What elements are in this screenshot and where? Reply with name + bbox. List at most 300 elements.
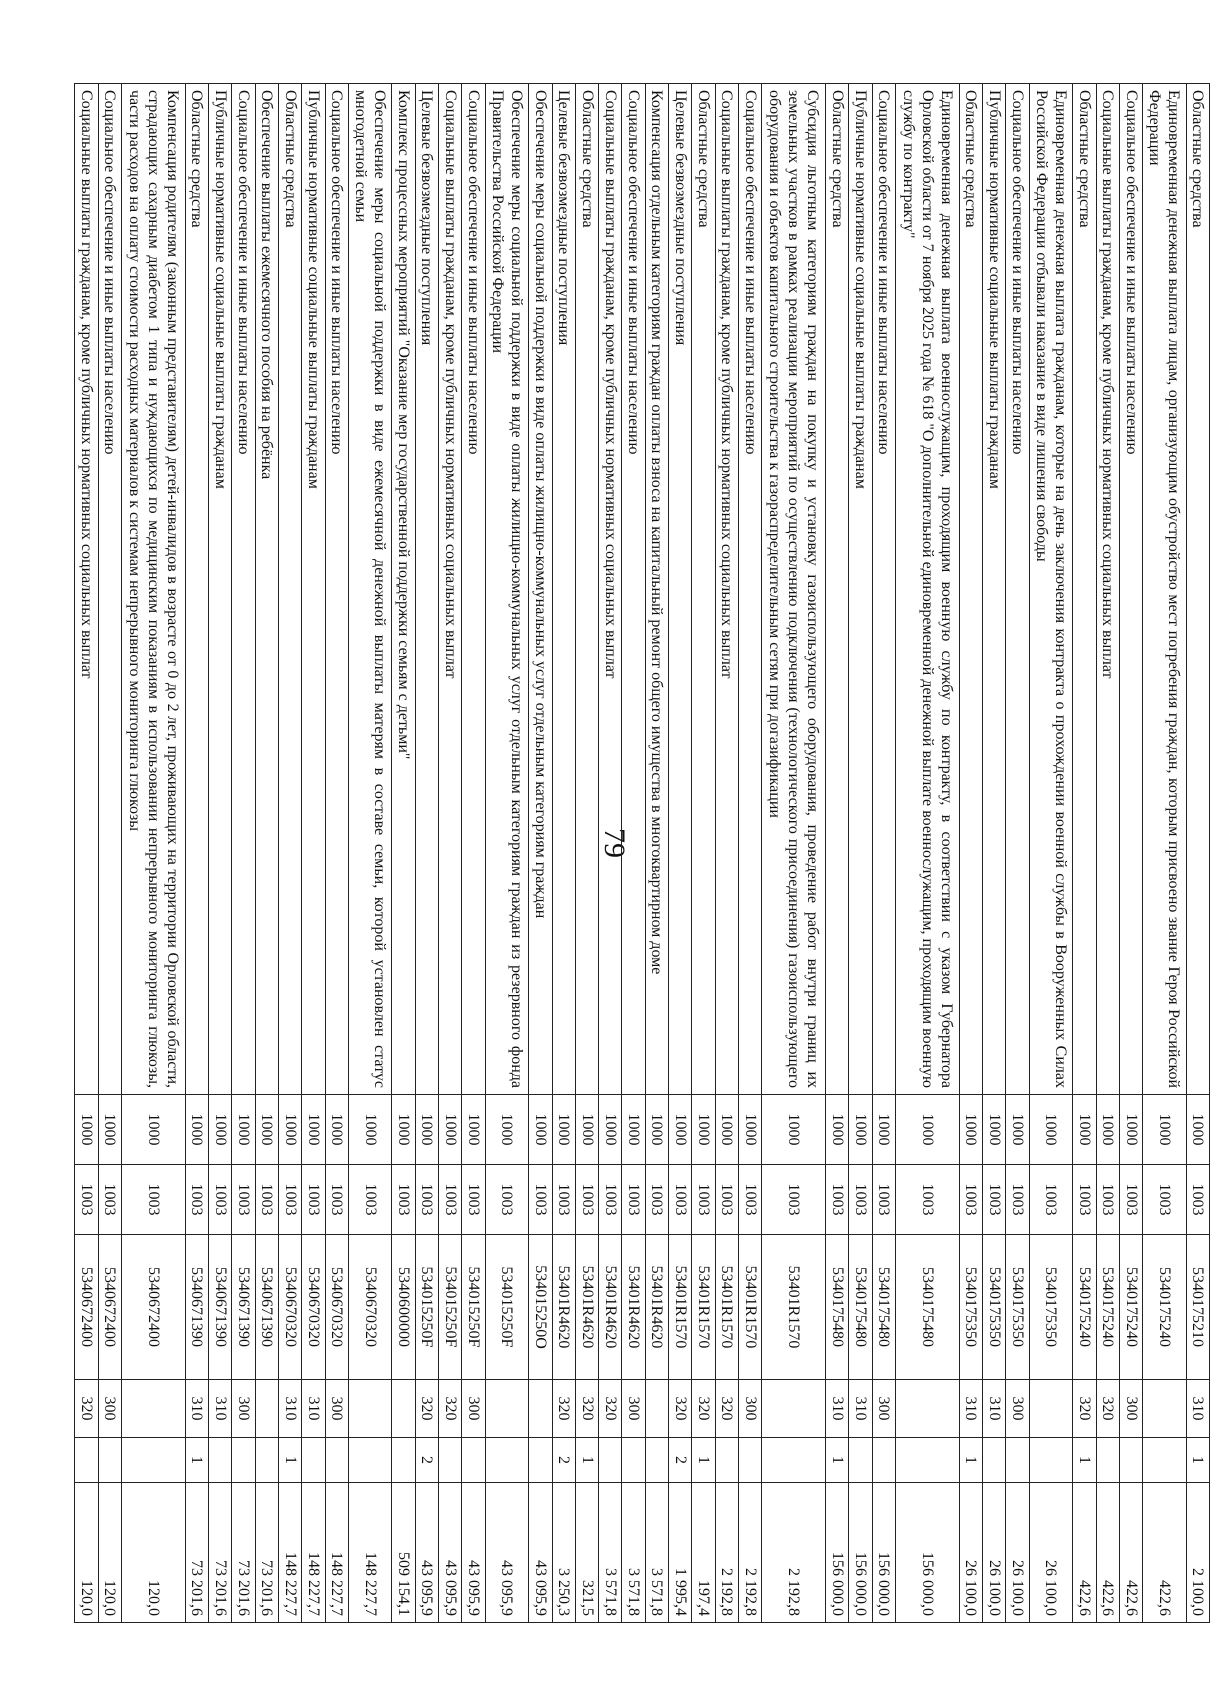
row-name-cell: Областные средства — [1186, 84, 1209, 1095]
budget-table — [74, 83, 1210, 1623]
table-row — [185, 84, 208, 1623]
section-code-cell: 1000 — [415, 1095, 438, 1165]
subsection-code-cell: 1003 — [302, 1165, 325, 1235]
row-name-cell: Единовременная денежная выплата гражданам, которые на день заключения контракта о прохождении военной службы в Вооруженных Силах Российской Федерации отбывали наказание в виде лишения свободы — [1029, 84, 1072, 1095]
row-name-cell: Комплекс процессных мероприятий "Оказание мер государственной поддержки семьям с детьми" — [392, 84, 415, 1095]
table-row — [826, 84, 849, 1623]
source-code-cell — [849, 1438, 872, 1483]
amount-cell: 26 100,0 — [1029, 1483, 1072, 1623]
expense-type-cell — [645, 1380, 668, 1438]
table-row — [232, 84, 255, 1623]
source-code-cell — [255, 1438, 278, 1483]
target-article-cell: 53401R1570 — [669, 1235, 692, 1380]
expense-type-cell: 310 — [208, 1380, 231, 1438]
amount-cell: 156 000,0 — [896, 1483, 960, 1623]
row-name-cell: Социальные выплаты гражданам, кроме публичных нормативных социальных выплат — [599, 84, 622, 1095]
subsection-code-cell: 1003 — [278, 1165, 301, 1235]
source-code-cell — [121, 1438, 185, 1483]
target-article-cell: 5340175350 — [1029, 1235, 1072, 1380]
expense-type-cell: 310 — [959, 1380, 982, 1438]
target-article-cell: 5340600000 — [392, 1235, 415, 1380]
section-code-cell: 1000 — [1186, 1095, 1209, 1165]
subsection-code-cell: 1003 — [208, 1165, 231, 1235]
table-body — [75, 84, 1210, 1623]
target-article-cell: 534015250F — [462, 1235, 485, 1380]
row-name-cell: Социальное обеспечение и иные выплаты населению — [1006, 84, 1029, 1095]
table-row — [325, 84, 348, 1623]
section-code-cell: 1000 — [325, 1095, 348, 1165]
subsection-code-cell: 1003 — [255, 1165, 278, 1235]
expense-type-cell: 300 — [462, 1380, 485, 1438]
target-article-cell: 53401R1570 — [692, 1235, 715, 1380]
row-name-cell: Социальное обеспечение и иные выплаты населению — [739, 84, 762, 1095]
section-code-cell: 1000 — [896, 1095, 960, 1165]
source-code-cell — [1029, 1438, 1072, 1483]
section-code-cell: 1000 — [1143, 1095, 1186, 1165]
page-number: 79 — [598, 828, 631, 858]
expense-type-cell: 300 — [739, 1380, 762, 1438]
section-code-cell: 1000 — [575, 1095, 598, 1165]
row-name-cell: Социальные выплаты гражданам, кроме публичных нормативных социальных выплат — [75, 84, 99, 1095]
target-article-cell: 5340671390 — [185, 1235, 208, 1380]
subsection-code-cell: 1003 — [669, 1165, 692, 1235]
target-article-cell: 5340175350 — [1006, 1235, 1029, 1380]
target-article-cell: 5340175350 — [983, 1235, 1006, 1380]
source-code-cell — [762, 1438, 826, 1483]
source-code-cell: 2 — [669, 1438, 692, 1483]
amount-cell: 43 095,9 — [439, 1483, 462, 1623]
amount-cell: 120,0 — [75, 1483, 99, 1623]
expense-type-cell — [121, 1380, 185, 1438]
source-code-cell — [1096, 1438, 1119, 1483]
section-code-cell: 1000 — [121, 1095, 185, 1165]
source-code-cell — [348, 1438, 391, 1483]
table-row — [1186, 84, 1209, 1623]
source-code-cell — [98, 1438, 121, 1483]
source-code-cell — [75, 1438, 99, 1483]
target-article-cell: 5340670320 — [348, 1235, 391, 1380]
target-article-cell: 5340672400 — [98, 1235, 121, 1380]
source-code-cell — [232, 1438, 255, 1483]
section-code-cell: 1000 — [392, 1095, 415, 1165]
row-name-cell: Социальное обеспечение и иные выплаты населению — [1119, 84, 1142, 1095]
target-article-cell: 53401R4620 — [645, 1235, 668, 1380]
section-code-cell: 1000 — [302, 1095, 325, 1165]
table-row — [1119, 84, 1142, 1623]
source-code-cell: 2 — [552, 1438, 575, 1483]
section-code-cell: 1000 — [278, 1095, 301, 1165]
target-article-cell: 5340175240 — [1143, 1235, 1186, 1380]
section-code-cell: 1000 — [645, 1095, 668, 1165]
subsection-code-cell: 1003 — [552, 1165, 575, 1235]
amount-cell: 148 227,7 — [278, 1483, 301, 1623]
amount-cell: 2 100,0 — [1186, 1483, 1209, 1623]
section-code-cell: 1000 — [552, 1095, 575, 1165]
amount-cell: 26 100,0 — [1006, 1483, 1029, 1623]
target-article-cell: 53401R4620 — [599, 1235, 622, 1380]
table-row — [98, 84, 121, 1623]
row-name-cell: Публичные нормативные социальные выплаты гражданам — [983, 84, 1006, 1095]
row-name-cell: Компенсация родителям (законным представителям) детей-инвалидов в возрасте от 0 до 2 лет, проживающих на территории Орловской области, страдающих сахарным диабетом 1 типа и нуждающихся по медицинским показаниям в использовании непрерывного мониторинга глюкозы, части расходов на оплату стоимости расходных материалов к системам непрерывного мониторинга глюкозы — [121, 84, 185, 1095]
table-row — [1006, 84, 1029, 1623]
section-code-cell: 1000 — [98, 1095, 121, 1165]
target-article-cell: 5340670320 — [278, 1235, 301, 1380]
source-code-cell — [392, 1438, 415, 1483]
section-code-cell: 1000 — [1029, 1095, 1072, 1165]
subsection-code-cell: 1003 — [896, 1165, 960, 1235]
source-code-cell — [1143, 1438, 1186, 1483]
row-name-cell: Социальные выплаты гражданам, кроме публичных нормативных социальных выплат — [1096, 84, 1119, 1095]
section-code-cell: 1000 — [462, 1095, 485, 1165]
subsection-code-cell: 1003 — [599, 1165, 622, 1235]
expense-type-cell — [255, 1380, 278, 1438]
subsection-code-cell: 1003 — [983, 1165, 1006, 1235]
table-row — [302, 84, 325, 1623]
row-name-cell: Публичные нормативные социальные выплаты гражданам — [208, 84, 231, 1095]
source-code-cell: 1 — [575, 1438, 598, 1483]
target-article-cell: 53401R1570 — [762, 1235, 826, 1380]
target-article-cell: 5340175350 — [959, 1235, 982, 1380]
table-row — [529, 84, 552, 1623]
subsection-code-cell: 1003 — [462, 1165, 485, 1235]
expense-type-cell: 320 — [415, 1380, 438, 1438]
row-name-cell: Целевые безвозмездные поступления — [669, 84, 692, 1095]
subsection-code-cell: 1003 — [1006, 1165, 1029, 1235]
source-code-cell — [439, 1438, 462, 1483]
row-name-cell: Субсидия льготным категориям граждан на покупку и установку газоиспользующего оборудования, проведение работ внутри границ их земельных участков в рамках реализации мероприятий по осуществлению подключения (технологического присоединения) газоиспользующего оборудования и объектов капитального строительства к газораспределительным сетям при догазификации — [762, 84, 826, 1095]
section-code-cell: 1000 — [669, 1095, 692, 1165]
expense-type-cell: 320 — [692, 1380, 715, 1438]
table-row — [622, 84, 645, 1623]
table-row — [1143, 84, 1186, 1623]
row-name-cell: Социальные выплаты гражданам, кроме публичных нормативных социальных выплат — [715, 84, 738, 1095]
expense-type-cell: 310 — [302, 1380, 325, 1438]
table-row — [552, 84, 575, 1623]
amount-cell: 156 000,0 — [849, 1483, 872, 1623]
subsection-code-cell: 1003 — [1143, 1165, 1186, 1235]
subsection-code-cell: 1003 — [959, 1165, 982, 1235]
amount-cell: 26 100,0 — [959, 1483, 982, 1623]
target-article-cell: 5340175480 — [826, 1235, 849, 1380]
expense-type-cell — [896, 1380, 960, 1438]
amount-cell: 197,4 — [692, 1483, 715, 1623]
section-code-cell: 1000 — [1119, 1095, 1142, 1165]
section-code-cell: 1000 — [185, 1095, 208, 1165]
source-code-cell — [872, 1438, 895, 1483]
target-article-cell: 5340671390 — [232, 1235, 255, 1380]
source-code-cell — [983, 1438, 1006, 1483]
expense-type-cell: 320 — [599, 1380, 622, 1438]
subsection-code-cell: 1003 — [692, 1165, 715, 1235]
row-name-cell: Компенсация отдельным категориям граждан оплаты взноса на капитальный ремонт общего имущества в многоквартирном доме — [645, 84, 668, 1095]
section-code-cell: 1000 — [872, 1095, 895, 1165]
source-code-cell — [1119, 1438, 1142, 1483]
expense-type-cell: 320 — [1073, 1380, 1096, 1438]
table-row — [739, 84, 762, 1623]
expense-type-cell — [529, 1380, 552, 1438]
table-row — [439, 84, 462, 1623]
subsection-code-cell: 1003 — [739, 1165, 762, 1235]
amount-cell: 1 995,4 — [669, 1483, 692, 1623]
source-code-cell — [529, 1438, 552, 1483]
expense-type-cell: 310 — [278, 1380, 301, 1438]
amount-cell: 43 095,9 — [485, 1483, 528, 1623]
amount-cell: 73 201,6 — [255, 1483, 278, 1623]
source-code-cell — [208, 1438, 231, 1483]
target-article-cell: 53401R1570 — [715, 1235, 738, 1380]
section-code-cell: 1000 — [1006, 1095, 1029, 1165]
table-row — [278, 84, 301, 1623]
subsection-code-cell: 1003 — [1186, 1165, 1209, 1235]
table-row — [392, 84, 415, 1623]
table-row — [599, 84, 622, 1623]
source-code-cell: 1 — [692, 1438, 715, 1483]
expense-type-cell: 310 — [185, 1380, 208, 1438]
amount-cell: 43 095,9 — [462, 1483, 485, 1623]
row-name-cell: Социальное обеспечение и иные выплаты населению — [872, 84, 895, 1095]
expense-type-cell: 300 — [325, 1380, 348, 1438]
table-row — [1029, 84, 1072, 1623]
row-name-cell: Социальное обеспечение и иные выплаты населению — [462, 84, 485, 1095]
subsection-code-cell: 1003 — [762, 1165, 826, 1235]
subsection-code-cell: 1003 — [121, 1165, 185, 1235]
row-name-cell: Областные средства — [575, 84, 598, 1095]
subsection-code-cell: 1003 — [715, 1165, 738, 1235]
table-row — [872, 84, 895, 1623]
table-row — [255, 84, 278, 1623]
source-code-cell — [1006, 1438, 1029, 1483]
expense-type-cell: 300 — [872, 1380, 895, 1438]
row-name-cell: Областные средства — [692, 84, 715, 1095]
row-name-cell: Обеспечение меры социальной поддержки в виде ежемесячной денежной выплаты матерям в составе семьи, которой установлен статус многодетной семьи — [348, 84, 391, 1095]
subsection-code-cell: 1003 — [575, 1165, 598, 1235]
subsection-code-cell: 1003 — [849, 1165, 872, 1235]
expense-type-cell — [1029, 1380, 1072, 1438]
target-article-cell: 5340175240 — [1096, 1235, 1119, 1380]
source-code-cell: 1 — [826, 1438, 849, 1483]
subsection-code-cell: 1003 — [98, 1165, 121, 1235]
table-row — [415, 84, 438, 1623]
subsection-code-cell: 1003 — [232, 1165, 255, 1235]
section-code-cell: 1000 — [439, 1095, 462, 1165]
subsection-code-cell: 1003 — [872, 1165, 895, 1235]
subsection-code-cell: 1003 — [392, 1165, 415, 1235]
expense-type-cell: 320 — [1096, 1380, 1119, 1438]
source-code-cell — [599, 1438, 622, 1483]
subsection-code-cell: 1003 — [622, 1165, 645, 1235]
source-code-cell: 1 — [959, 1438, 982, 1483]
subsection-code-cell: 1003 — [185, 1165, 208, 1235]
amount-cell: 156 000,0 — [826, 1483, 849, 1623]
row-name-cell: Публичные нормативные социальные выплаты гражданам — [849, 84, 872, 1095]
section-code-cell: 1000 — [739, 1095, 762, 1165]
expense-type-cell: 300 — [622, 1380, 645, 1438]
target-article-cell: 5340175210 — [1186, 1235, 1209, 1380]
expense-type-cell: 300 — [1006, 1380, 1029, 1438]
section-code-cell: 1000 — [208, 1095, 231, 1165]
row-name-cell: Областные средства — [1073, 84, 1096, 1095]
row-name-cell: Социальное обеспечение и иные выплаты населению — [325, 84, 348, 1095]
target-article-cell: 5340175240 — [1073, 1235, 1096, 1380]
row-name-cell: Областные средства — [278, 84, 301, 1095]
amount-cell: 2 192,8 — [762, 1483, 826, 1623]
amount-cell: 43 095,9 — [529, 1483, 552, 1623]
row-name-cell: Единовременная денежная выплата военнослужащим, проходящим военную службу по контракту, в соответствии с указом Губернатора Орловской области от 7 ноября 2025 года № 618 "О дополнительной единовременной денежной выплате военнослужащим, проходящим военную службу по контракту" — [896, 84, 960, 1095]
section-code-cell: 1000 — [715, 1095, 738, 1165]
subsection-code-cell: 1003 — [1029, 1165, 1072, 1235]
expense-type-cell: 300 — [1119, 1380, 1142, 1438]
expense-type-cell — [392, 1380, 415, 1438]
amount-cell: 2 192,8 — [739, 1483, 762, 1623]
section-code-cell: 1000 — [826, 1095, 849, 1165]
row-name-cell: Социальные выплаты гражданам, кроме публичных нормативных социальных выплат — [439, 84, 462, 1095]
section-code-cell: 1000 — [485, 1095, 528, 1165]
expense-type-cell — [348, 1380, 391, 1438]
source-code-cell — [325, 1438, 348, 1483]
table-row — [896, 84, 960, 1623]
row-name-cell: Обеспечение выплаты ежемесячного пособия на ребёнка — [255, 84, 278, 1095]
expense-type-cell: 300 — [98, 1380, 121, 1438]
amount-cell: 3 250,3 — [552, 1483, 575, 1623]
source-code-cell — [462, 1438, 485, 1483]
expense-type-cell: 320 — [575, 1380, 598, 1438]
target-article-cell: 53401R4620 — [622, 1235, 645, 1380]
source-code-cell — [302, 1438, 325, 1483]
expense-type-cell: 310 — [826, 1380, 849, 1438]
expense-type-cell: 320 — [75, 1380, 99, 1438]
amount-cell: 509 154,1 — [392, 1483, 415, 1623]
source-code-cell — [622, 1438, 645, 1483]
subsection-code-cell: 1003 — [529, 1165, 552, 1235]
target-article-cell: 5340175240 — [1119, 1235, 1142, 1380]
expense-type-cell — [762, 1380, 826, 1438]
subsection-code-cell: 1003 — [415, 1165, 438, 1235]
table-row — [645, 84, 668, 1623]
source-code-cell: 1 — [278, 1438, 301, 1483]
target-article-cell: 534015250О — [529, 1235, 552, 1380]
amount-cell: 3 571,8 — [599, 1483, 622, 1623]
section-code-cell: 1000 — [255, 1095, 278, 1165]
source-code-cell — [896, 1438, 960, 1483]
target-article-cell: 53401R4620 — [552, 1235, 575, 1380]
expense-type-cell: 300 — [232, 1380, 255, 1438]
amount-cell: 3 571,8 — [622, 1483, 645, 1623]
target-article-cell: 5340175480 — [896, 1235, 960, 1380]
table-row — [121, 84, 185, 1623]
target-article-cell: 5340672400 — [121, 1235, 185, 1380]
amount-cell: 120,0 — [121, 1483, 185, 1623]
amount-cell: 73 201,6 — [208, 1483, 231, 1623]
row-name-cell: Целевые безвозмездные поступления — [552, 84, 575, 1095]
source-code-cell: 1 — [185, 1438, 208, 1483]
subsection-code-cell: 1003 — [826, 1165, 849, 1235]
target-article-cell: 53401R4620 — [575, 1235, 598, 1380]
amount-cell: 148 227,7 — [302, 1483, 325, 1623]
expense-type-cell: 310 — [1186, 1380, 1209, 1438]
amount-cell: 120,0 — [98, 1483, 121, 1623]
amount-cell: 3 571,8 — [645, 1483, 668, 1623]
amount-cell: 148 227,7 — [348, 1483, 391, 1623]
section-code-cell: 1000 — [529, 1095, 552, 1165]
amount-cell: 422,6 — [1073, 1483, 1096, 1623]
table-row — [983, 84, 1006, 1623]
section-code-cell: 1000 — [692, 1095, 715, 1165]
amount-cell: 422,6 — [1143, 1483, 1186, 1623]
row-name-cell: Целевые безвозмездные поступления — [415, 84, 438, 1095]
target-article-cell: 5340671390 — [255, 1235, 278, 1380]
section-code-cell: 1000 — [232, 1095, 255, 1165]
row-name-cell: Социальное обеспечение и иные выплаты населению — [622, 84, 645, 1095]
subsection-code-cell: 1003 — [1096, 1165, 1119, 1235]
subsection-code-cell: 1003 — [348, 1165, 391, 1235]
row-name-cell: Областные средства — [185, 84, 208, 1095]
table-row — [959, 84, 982, 1623]
amount-cell: 43 095,9 — [415, 1483, 438, 1623]
table-row — [485, 84, 528, 1623]
target-article-cell: 5340671390 — [208, 1235, 231, 1380]
source-code-cell — [739, 1438, 762, 1483]
section-code-cell: 1000 — [1096, 1095, 1119, 1165]
source-code-cell: 2 — [415, 1438, 438, 1483]
target-article-cell: 5340670320 — [302, 1235, 325, 1380]
expense-type-cell: 320 — [715, 1380, 738, 1438]
subsection-code-cell: 1003 — [645, 1165, 668, 1235]
source-code-cell — [715, 1438, 738, 1483]
amount-cell: 156 000,0 — [872, 1483, 895, 1623]
expense-type-cell: 320 — [669, 1380, 692, 1438]
section-code-cell: 1000 — [762, 1095, 826, 1165]
target-article-cell: 5340672400 — [75, 1235, 99, 1380]
target-article-cell: 5340175480 — [849, 1235, 872, 1380]
amount-cell: 26 100,0 — [983, 1483, 1006, 1623]
row-name-cell: Областные средства — [959, 84, 982, 1095]
source-code-cell — [485, 1438, 528, 1483]
amount-cell: 321,5 — [575, 1483, 598, 1623]
table-row — [669, 84, 692, 1623]
section-code-cell: 1000 — [959, 1095, 982, 1165]
target-article-cell: 53401R1570 — [739, 1235, 762, 1380]
section-code-cell: 1000 — [622, 1095, 645, 1165]
row-name-cell: Социальное обеспечение и иные выплаты населению — [232, 84, 255, 1095]
target-article-cell: 534015250F — [439, 1235, 462, 1380]
section-code-cell: 1000 — [849, 1095, 872, 1165]
source-code-cell — [645, 1438, 668, 1483]
source-code-cell: 1 — [1073, 1438, 1096, 1483]
table-row — [575, 84, 598, 1623]
row-name-cell: Обеспечение меры социальной поддержки в виде оплаты жилищно-коммунальных услуг отдельным категориям граждан из резервного фонда Правительства Российской Федерации — [485, 84, 528, 1095]
table-row — [208, 84, 231, 1623]
target-article-cell: 5340175480 — [872, 1235, 895, 1380]
target-article-cell: 5340670320 — [325, 1235, 348, 1380]
table-row — [715, 84, 738, 1623]
table-row — [1073, 84, 1096, 1623]
table-row — [75, 84, 99, 1623]
subsection-code-cell: 1003 — [439, 1165, 462, 1235]
section-code-cell: 1000 — [348, 1095, 391, 1165]
target-article-cell: 534015250F — [415, 1235, 438, 1380]
subsection-code-cell: 1003 — [75, 1165, 99, 1235]
expense-type-cell: 310 — [849, 1380, 872, 1438]
table-row — [462, 84, 485, 1623]
amount-cell: 73 201,6 — [232, 1483, 255, 1623]
amount-cell: 2 192,8 — [715, 1483, 738, 1623]
expense-type-cell — [1143, 1380, 1186, 1438]
expense-type-cell: 320 — [552, 1380, 575, 1438]
subsection-code-cell: 1003 — [325, 1165, 348, 1235]
table-row — [1096, 84, 1119, 1623]
amount-cell: 422,6 — [1119, 1483, 1142, 1623]
row-name-cell: Публичные нормативные социальные выплаты гражданам — [302, 84, 325, 1095]
